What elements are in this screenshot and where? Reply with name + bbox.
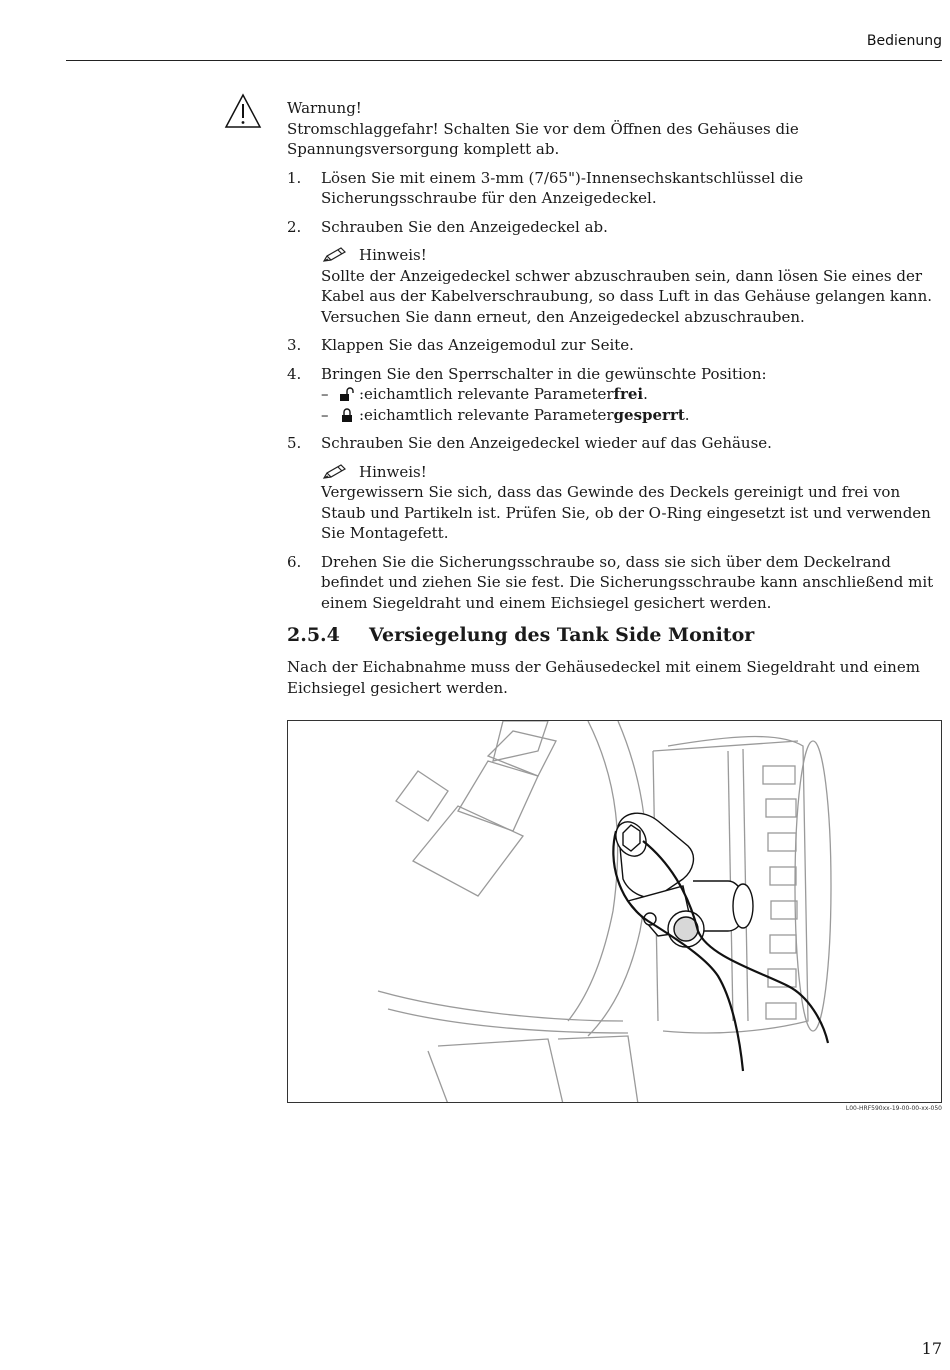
note-title: Hinweis! <box>359 246 427 264</box>
note-text: Sollte der Anzeigedeckel schwer abzuschrauben sein, dann lösen Sie eines der Kabel aus der Kabelverschraubung, so dass Luft in das Gehäuse gelangen kann. Versuchen Sie dann erneut, den Anzeigedeckel abzuschrauben. <box>321 266 933 326</box>
step-text: Klappen Sie das Anzeigemodul zur Seite. <box>321 336 634 354</box>
step-2 <box>287 217 942 238</box>
note-1 <box>287 245 942 327</box>
step-5 <box>287 433 942 454</box>
step-1 <box>287 168 942 209</box>
step-number: 2. <box>287 217 302 236</box>
section-title: Versiegelung des Tank Side Monitor <box>369 624 755 646</box>
step-text: Drehen Sie die Sicherungsschraube so, dass sie sich über dem Deckelrand befindet und ziehen Sie sie fest. Die Sicherungsschraube kann anschließend mit einem Siegeldraht und einem Eichsiegel gesichert werden. <box>321 552 934 612</box>
step-text: Schrauben Sie den Anzeigedeckel wieder auf das Gehäuse. <box>321 434 772 452</box>
lock-option-state: gesperrt <box>613 405 685 424</box>
lock-option-state: frei <box>613 385 644 403</box>
pencil-note-icon <box>321 246 349 264</box>
lock-option-unlocked <box>321 384 942 405</box>
page-header-title: Bedienung <box>866 33 942 49</box>
section-heading <box>287 624 754 646</box>
step-number: 5. <box>287 434 302 452</box>
lock-option-label: :eichamtlich relevante Parameter <box>359 405 614 424</box>
dash: – <box>321 405 329 424</box>
section-number: 2.5.4 <box>287 624 340 646</box>
lock-option-end: . <box>684 405 690 424</box>
instructions <box>287 98 942 621</box>
figure-caption: L00-HRF590xx-19-00-00-xx-050 <box>845 1105 942 1112</box>
warning-title: Warnung! <box>287 99 362 117</box>
step-number: 1. <box>287 168 302 187</box>
step-3 <box>287 335 942 356</box>
note-title: Hinweis! <box>359 462 427 481</box>
note-text: Vergewissern Sie sich, dass das Gewinde des Deckels gereinigt und frei von Staub und Partikeln ist. Prüfen Sie, ob der O-Ring eingesetzt ist und verwenden Sie Montagefett. <box>321 483 931 542</box>
lock-option-locked <box>321 405 942 426</box>
step-number: 3. <box>287 336 302 354</box>
step-number: 6. <box>287 552 302 571</box>
warning-text: Stromschlaggefahr! Schalten Sie vor dem Öffnen des Gehäuses die Spannungsversorgung komplett ab. <box>287 119 799 158</box>
step-text: Lösen Sie mit einem 3-mm (7/65")-Innensechskantschlüssel die Sicherungsschraube für den Anzeigedeckel. <box>321 168 804 207</box>
step-text: Schrauben Sie den Anzeigedeckel ab. <box>321 217 608 236</box>
page-number: 17 <box>921 1339 942 1358</box>
dash: – <box>321 385 329 403</box>
section-intro: Nach der Eichabnahme muss der Gehäusedeckel mit einem Siegeldraht und einem Eichsiegel gesichert werden. <box>287 658 920 697</box>
warning-triangle-icon <box>224 93 262 129</box>
unlocked-padlock-icon <box>339 386 355 402</box>
step-6 <box>287 552 942 614</box>
step-text: Bringen Sie den Sperrschalter in die gewünschte Position: <box>321 364 767 383</box>
warning-block <box>287 98 942 160</box>
seal-drawing <box>288 721 942 1103</box>
note-2 <box>287 462 942 544</box>
locked-padlock-icon <box>339 407 355 423</box>
lock-option-end: . <box>643 385 648 403</box>
pencil-note-icon <box>321 463 349 481</box>
seal-illustration <box>287 720 942 1103</box>
lock-option-label: :eichamtlich relevante Parameter <box>359 385 614 403</box>
step-number: 4. <box>287 364 302 383</box>
header-rule <box>66 60 942 61</box>
step-4 <box>287 364 942 426</box>
